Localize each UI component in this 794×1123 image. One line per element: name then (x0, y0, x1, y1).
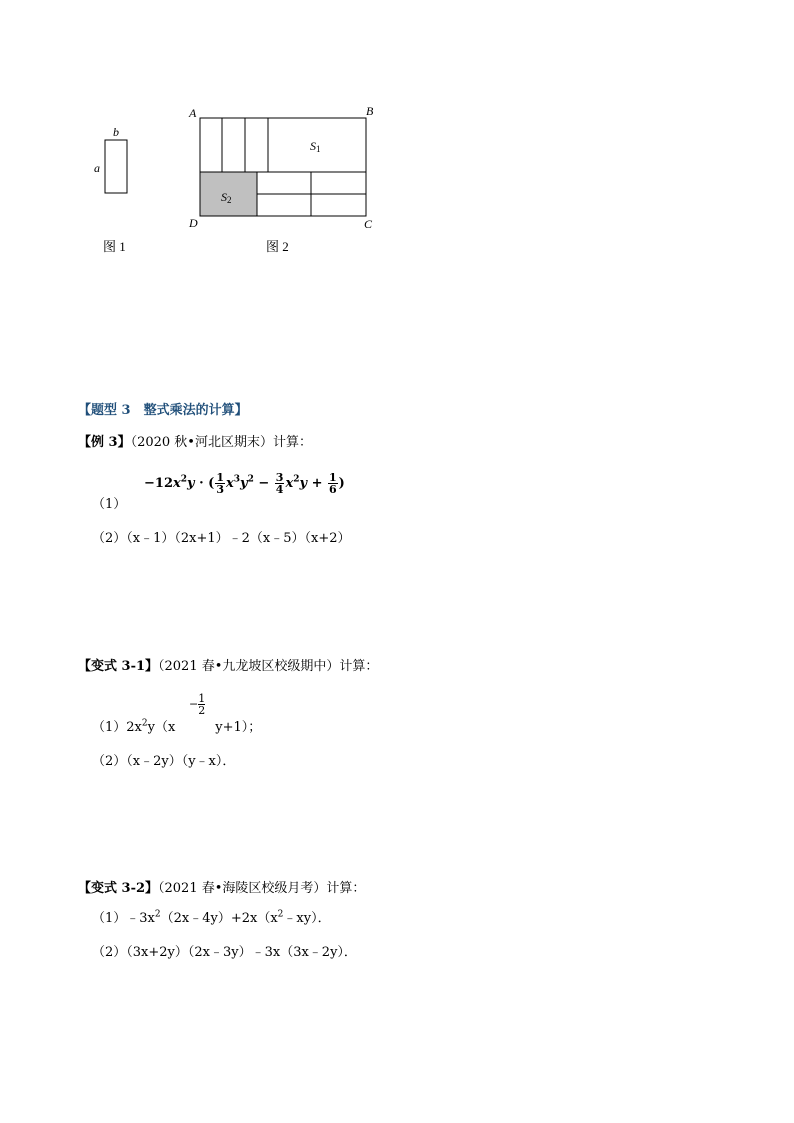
variant-3-1-q1: $(1)2x^2y(x$ y+1）； (92, 718, 262, 735)
variant-3-1-q2: （2）（x﹣2y）（y﹣x）． (92, 754, 236, 769)
fig2-s2-region (200, 172, 257, 216)
variant-3-2-line (78, 877, 365, 896)
example-3-q2: （2）（x﹣1）（2x+1）﹣2（x﹣5）（x+2） (92, 531, 351, 546)
variant-3-1-line (78, 655, 378, 674)
fig2-label-B: B (366, 104, 374, 118)
fig2-caption: 图 2 (266, 239, 289, 254)
example-3-q1-label: （1） (92, 497, 127, 512)
variant-3-2-q2: （2）（3x+2y）（2x﹣3y）﹣3x（3x﹣2y）． (92, 945, 357, 960)
fig2-label-S2: S2 (221, 190, 232, 205)
variant-3-2-source: （2021 春•海陵区校级月考）计算： (158, 881, 366, 896)
figure-2 (185, 100, 385, 260)
variant-3-1-frac: − $\frac{1}{2}$ (189, 692, 206, 717)
fig1-label-a: a (94, 161, 100, 175)
variant-3-1-source: （2021 春•九龙坡区校级期中）计算： (158, 659, 379, 674)
variant-3-1-tag: 【变式 3-1】 (78, 659, 159, 674)
fig1-label-b: b (113, 125, 119, 139)
example-3-source: （2020 秋•河北区期末）计算： (130, 435, 312, 450)
fig1-caption: 图 1 (103, 239, 126, 254)
figure-1 (85, 120, 155, 260)
example-3-q1-formula: $-12x^2y$ · ( $\frac{1}{3}$ $x^3y^2$ − $\frac{3}{4}$ $x^2y$ + $\frac{1}{6}$ ) (144, 471, 345, 496)
example-3-line (78, 431, 312, 450)
example-3-tag: 【例 3】 (78, 435, 131, 450)
variant-3-2-q1: $(1)﹣3x^2(2x﹣4y)+2x(x^2﹣xy)$． (92, 909, 331, 926)
variant-3-2-tag: 【变式 3-2】 (78, 881, 159, 896)
fig1-rectangle (105, 140, 127, 193)
fig2-label-S1: S1 (310, 139, 321, 154)
fig2-label-D: D (189, 216, 198, 230)
section-heading: 【题型 3 整式乘法的计算】 (78, 403, 248, 418)
fig2-label-C: C (364, 217, 373, 231)
fig2-label-A: A (189, 106, 197, 120)
